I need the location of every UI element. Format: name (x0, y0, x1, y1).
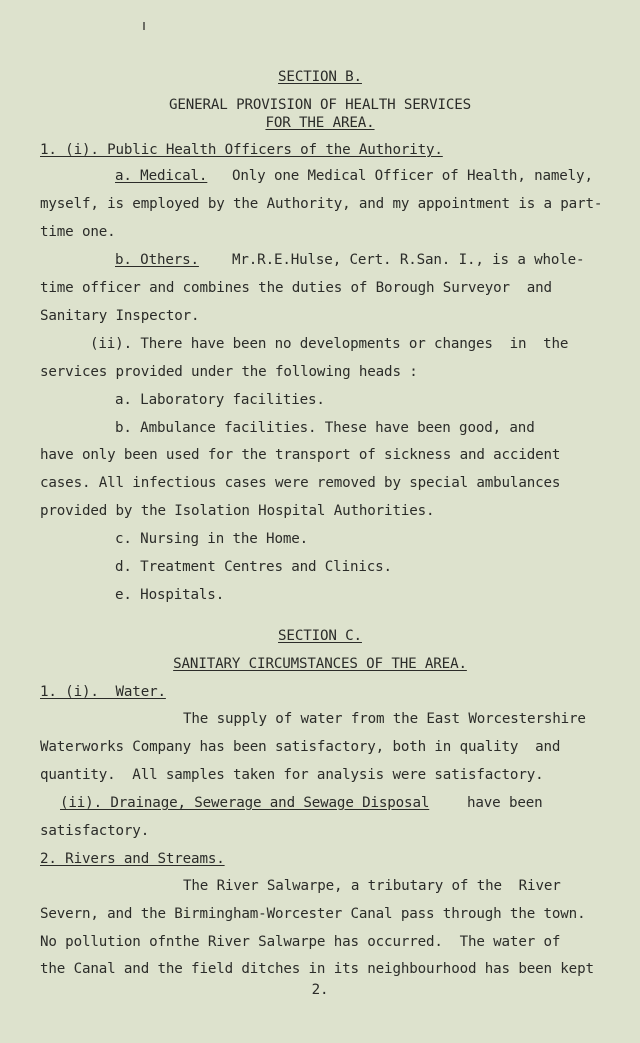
head-b-line3: cases. All infectious cases were removed by special ambulances (40, 475, 561, 491)
water-line2: Waterworks Company has been satisfactory, both in quality and (40, 739, 561, 755)
head-b-line2: have only been used for the transport of sickness and accident (40, 447, 561, 463)
item-ii-line1: (ii). There have been no developments or changes in the (90, 336, 569, 352)
others-label: b. Others. (115, 252, 199, 268)
rivers-line1: The River Salwarpe, a tributary of the River (183, 878, 561, 894)
section-b-heading: SECTION B. (278, 69, 362, 85)
section-b-title-line1: GENERAL PROVISION OF HEALTH SERVICES (168, 97, 472, 113)
medical-line3: time one. (40, 224, 116, 240)
others-line1: Mr.R.E.Hulse, Cert. R.San. I., is a whole- (232, 252, 585, 268)
section-b-title-line2: FOR THE AREA. (265, 115, 375, 131)
drainage-line2: satisfactory. (40, 823, 150, 839)
medical-line1: Only one Medical Officer of Health, namely, (232, 168, 593, 184)
others-line3: Sanitary Inspector. (40, 308, 200, 324)
rivers-line3: No pollution ofnthe River Salwarpe has occurred. The water of (40, 934, 561, 950)
water-heading: 1. (i). Water. (40, 684, 166, 700)
margin-mark (143, 22, 145, 30)
medical-line2: myself, is employed by the Authority, and my appointment is a part- (40, 196, 603, 212)
rivers-heading: 2. Rivers and Streams. (40, 851, 225, 867)
water-line3: quantity. All samples taken for analysis were satisfactory. (40, 767, 544, 783)
water-line1: The supply of water from the East Worcestershire (183, 711, 586, 727)
drainage-rest: have been (467, 795, 543, 811)
head-a: a. Laboratory facilities. (115, 392, 325, 408)
public-health-officers-heading: 1. (i). Public Health Officers of the Authority. (40, 142, 443, 158)
item-ii-line2: services provided under the following heads : (40, 364, 418, 380)
drainage-label: (ii). Drainage, Sewerage and Sewage Disposal (60, 795, 430, 811)
head-d: d. Treatment Centres and Clinics. (115, 559, 392, 575)
rivers-line4: the Canal and the field ditches in its neighbourhood has been kept (40, 961, 594, 977)
section-c-title: SANITARY CIRCUMSTANCES OF THE AREA. (173, 656, 467, 672)
head-b-line4: provided by the Isolation Hospital Authorities. (40, 503, 435, 519)
head-c: c. Nursing in the Home. (115, 531, 309, 547)
page-number: 2. (311, 982, 329, 998)
others-line2: time officer and combines the duties of Borough Surveyor and (40, 280, 552, 296)
head-e: e. Hospitals. (115, 587, 225, 603)
rivers-line2: Severn, and the Birmingham-Worcester Canal pass through the town. (40, 906, 586, 922)
section-c-heading: SECTION C. (278, 628, 362, 644)
medical-label: a. Medical. (115, 168, 208, 184)
head-b-line1: b. Ambulance facilities. These have been good, and (115, 420, 535, 436)
